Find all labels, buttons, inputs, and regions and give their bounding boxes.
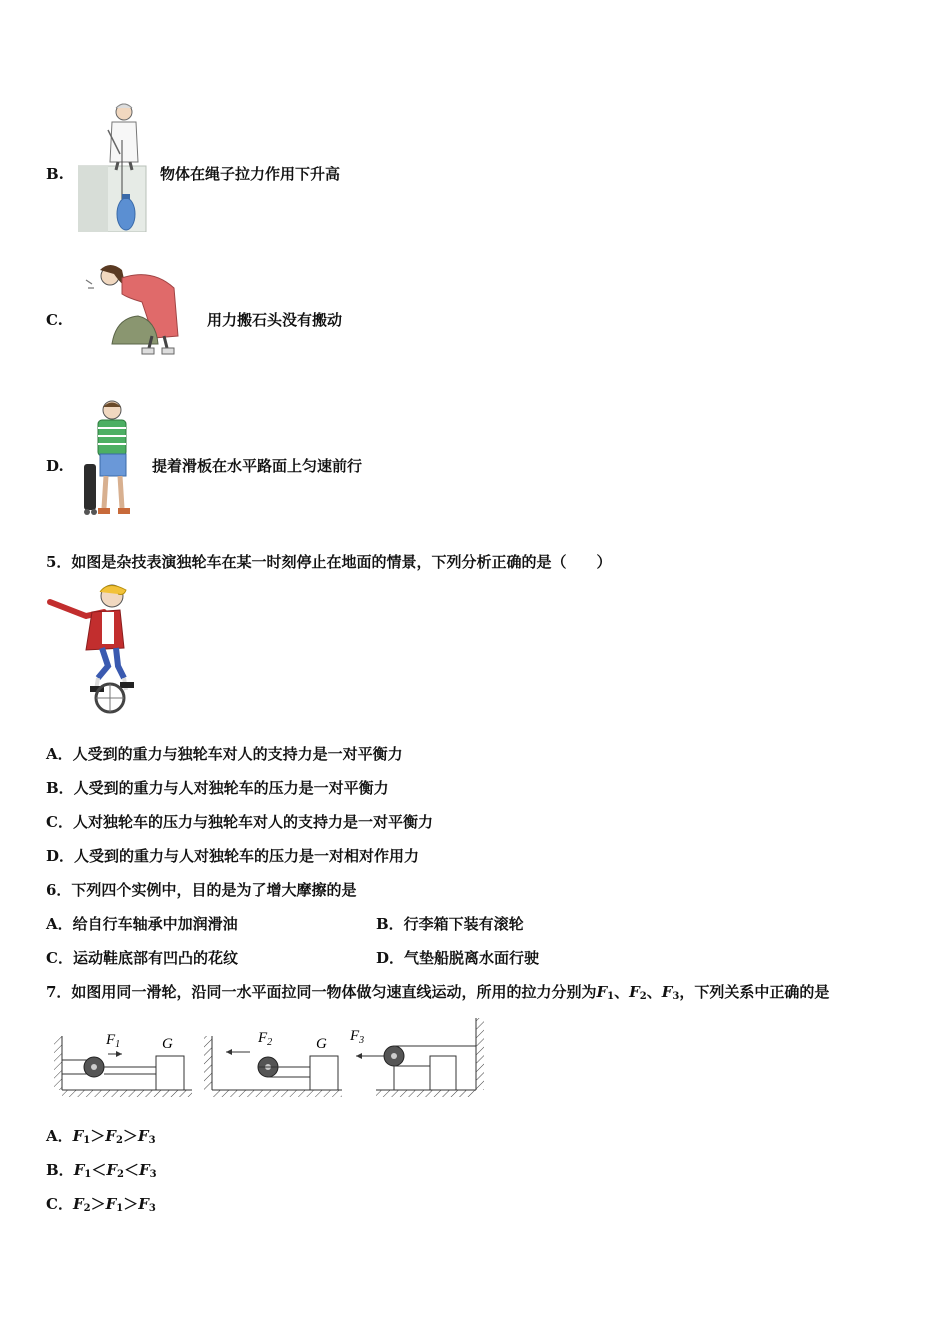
option-b: B．行李箱下装有滚轮 xyxy=(376,915,524,933)
option-c: C．$F_2>F_1>F_3$ xyxy=(46,1195,156,1214)
option-d: D．人受到的重力与人对独轮车的压力是一对相对作用力 xyxy=(46,847,420,865)
option-text: 物体在绳子拉力作用下升高 xyxy=(160,165,341,183)
option-c: C．人对独轮车的压力与独轮车对人的支持力是一对平衡力 xyxy=(46,813,433,831)
option-text: 提着滑板在水平路面上匀速前行 xyxy=(152,457,363,475)
option-d: D．气垫船脱离水面行驶 xyxy=(376,949,540,967)
f1-label: $F_1$ xyxy=(106,1032,121,1050)
question-stem: 6．下列四个实例中，目的是为了增大摩擦的是 xyxy=(46,881,357,899)
option-a: A．$F_1>F_2>F_3$ xyxy=(46,1127,156,1146)
question-stem: 7．如图用同一滑轮，沿同一水平面拉同一物体做匀速直线运动，所用的拉力分别为$F_1$、$F_2$、$F_3$，下列关系中正确的是 xyxy=(46,983,830,1002)
option-c: C．运动鞋底部有凹凸的花纹 xyxy=(46,949,238,967)
option-b: B．人受到的重力与人对独轮车的压力是一对平衡力 xyxy=(46,779,389,797)
g-label-2: G xyxy=(316,1036,327,1052)
f2-label: $F_2$ xyxy=(258,1030,273,1048)
option-b: B．$F_1<F_2<F_3$ xyxy=(46,1161,157,1180)
man-pulling-rope-image xyxy=(78,100,150,232)
option-a: A．给自行车轴承中加润滑油 xyxy=(46,915,238,933)
question-stem: 5．如图是杂技表演独轮车在某一时刻停止在地面的情景，下列分析正确的是（ ） xyxy=(46,553,612,571)
girl-pushing-rock-image xyxy=(82,258,182,356)
unicycle-acrobat-image xyxy=(46,582,138,714)
pulley-diagram xyxy=(50,1014,490,1104)
option-label: C. xyxy=(46,311,63,329)
option-label: D. xyxy=(46,457,64,475)
option-text: 用力搬石头没有搬动 xyxy=(207,311,343,329)
pulley-figure-3 xyxy=(356,1018,484,1097)
boy-carrying-skateboard-image xyxy=(82,398,138,520)
g-label-1: G xyxy=(162,1036,173,1052)
option-label: B. xyxy=(46,165,64,183)
f3-label: $F_3$ xyxy=(350,1028,365,1046)
option-a: A．人受到的重力与独轮车对人的支持力是一对平衡力 xyxy=(46,745,403,763)
